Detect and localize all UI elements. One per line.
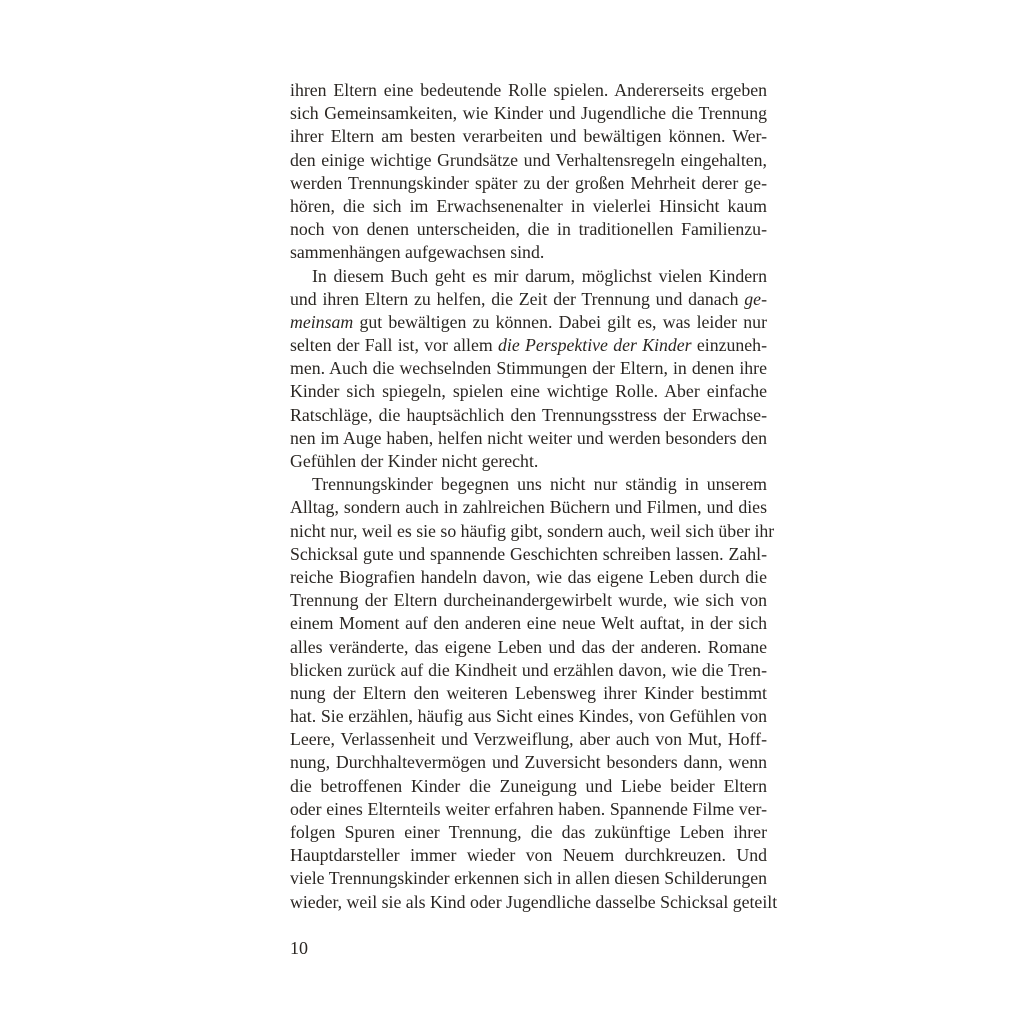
text-run: und ihren Eltern zu helfen, die Zeit der Trennung und danach <box>290 288 745 309</box>
text-run: noch von denen unterscheiden, die in traditionellen Familienzu- <box>290 219 767 240</box>
text-run: folgen Spuren einer Trennung, die das zukünftige Leben ihrer <box>290 822 767 842</box>
text-line <box>290 775 767 798</box>
text-line <box>290 450 767 473</box>
italic-text: ge- <box>744 288 767 309</box>
text-run: hat. Sie erzählen, häufig aus Sicht eines Kindes, von Gefühlen von <box>290 706 767 727</box>
text-run: oder eines Elternteils weiter erfahren haben. Spannende Filme ver- <box>290 798 767 819</box>
text-run: nen im Auge haben, helfen nicht weiter und werden besonders den <box>290 427 767 448</box>
text-run: men. Auch die wechselnden Stimmungen der Eltern, in denen ihre <box>290 358 767 379</box>
text-line <box>290 334 767 357</box>
text-run: Kinder sich spiegeln, spielen eine wichtige Rolle. Aber einfache <box>290 381 767 402</box>
page-number: 10 <box>290 938 308 958</box>
text-run: Leere, Verlassenheit und Verzweiflung, aber auch von Mut, Hoff- <box>290 729 767 750</box>
text-run: selten der Fall ist, vor allem <box>290 335 498 356</box>
text-line <box>290 125 767 148</box>
text-run: Ratschläge, die hauptsächlich den Trennungsstress der Erwachse- <box>290 404 767 425</box>
text-line <box>290 751 767 774</box>
text-line <box>290 636 767 659</box>
text-run: Hauptdarsteller immer wieder von Neuem durchkreuzen. Und <box>290 845 767 866</box>
text-line <box>290 357 767 380</box>
text-line <box>290 612 767 635</box>
text-line <box>290 265 767 288</box>
text-line <box>290 241 767 264</box>
text-line <box>290 798 767 821</box>
text-run: die betroffenen Kinder die Zuneigung und Liebe beider Eltern <box>290 775 767 796</box>
text-line <box>290 566 767 589</box>
italic-text: meinsam <box>290 311 354 332</box>
text-run: nung, Durchhaltevermögen und Zuversicht besonders dann, wenn <box>290 752 767 773</box>
text-run: Alltag, sondern auch in zahlreichen Büchern und Filmen, und dies <box>290 497 767 518</box>
text-line <box>290 288 767 311</box>
text-run: Trennungskinder begegnen uns nicht nur ständig in unserem <box>312 474 767 495</box>
text-line <box>290 543 767 566</box>
text-run: In diesem Buch geht es mir darum, möglichst vielen Kindern <box>312 265 767 286</box>
text-run: werden Trennungskinder später zu der großen Mehrheit derer ge- <box>290 172 767 193</box>
text-line <box>290 520 775 543</box>
text-run: blicken zurück auf die Kindheit und erzählen davon, wie die Tren- <box>290 659 767 680</box>
text-line <box>290 149 767 172</box>
italic-text: die Perspektive der Kinder <box>498 335 692 356</box>
text-line <box>290 473 767 496</box>
text-run: hören, die sich im Erwachsenenalter in vielerlei Hinsicht kaum <box>290 195 767 216</box>
text-run: wieder, weil sie als Kind oder Jugendliche dasselbe Schicksal geteilt <box>290 891 778 912</box>
text-line <box>290 728 767 751</box>
text-line <box>290 496 767 519</box>
text-line <box>290 821 767 844</box>
text-line <box>290 589 767 612</box>
text-line <box>290 195 767 218</box>
text-line <box>290 891 778 914</box>
text-run: Schicksal gute und spannende Geschichten schreiben lassen. Zahl- <box>290 543 767 564</box>
text-line <box>290 172 767 195</box>
text-line <box>290 659 767 682</box>
text-line <box>290 311 767 334</box>
text-run: alles veränderte, das eigene Leben und das der anderen. Romane <box>290 636 767 657</box>
text-run: Trennung der Eltern durcheinandergewirbelt wurde, wie sich von <box>290 590 767 611</box>
text-run: nicht nur, weil es sie so häufig gibt, sondern auch, weil sich über ihr <box>290 520 775 541</box>
text-run: einem Moment auf den anderen eine neue Welt auftat, in der sich <box>290 613 767 634</box>
paragraph <box>290 265 767 474</box>
text-run: sich Gemeinsamkeiten, wie Kinder und Jugendliche die Trennung <box>290 103 767 124</box>
text-line <box>290 218 767 241</box>
text-line <box>290 404 767 427</box>
text-run: ihren Eltern eine bedeutende Rolle spielen. Andererseits ergeben <box>290 80 767 100</box>
text-line <box>290 102 767 125</box>
text-run: Gefühlen der Kinder nicht gerecht. <box>290 451 539 471</box>
body-text <box>290 79 778 914</box>
text-run: sammenhängen aufgewachsen sind. <box>290 242 545 263</box>
text-run: nung der Eltern den weiteren Lebensweg ihrer Kinder bestimmt <box>290 682 767 703</box>
text-run: ihrer Eltern am besten verarbeiten und bewältigen können. Wer- <box>290 126 767 147</box>
text-line <box>290 380 767 403</box>
text-run: reiche Biografien handeln davon, wie das eigene Leben durch die <box>290 566 767 587</box>
text-line <box>290 844 767 867</box>
text-run: gut bewältigen zu können. Dabei gilt es, was leider nur <box>353 311 767 332</box>
text-line <box>290 867 767 890</box>
text-line <box>290 682 767 705</box>
text-run: einzuneh- <box>691 335 767 356</box>
paragraph <box>290 473 778 914</box>
text-run: viele Trennungskinder erkennen sich in allen diesen Schilderungen <box>290 868 767 889</box>
text-line <box>290 705 767 728</box>
text-line <box>290 79 767 102</box>
text-run: den einige wichtige Grundsätze und Verhaltensregeln eingehalten, <box>290 149 767 170</box>
text-line <box>290 427 767 450</box>
paragraph <box>290 79 767 265</box>
